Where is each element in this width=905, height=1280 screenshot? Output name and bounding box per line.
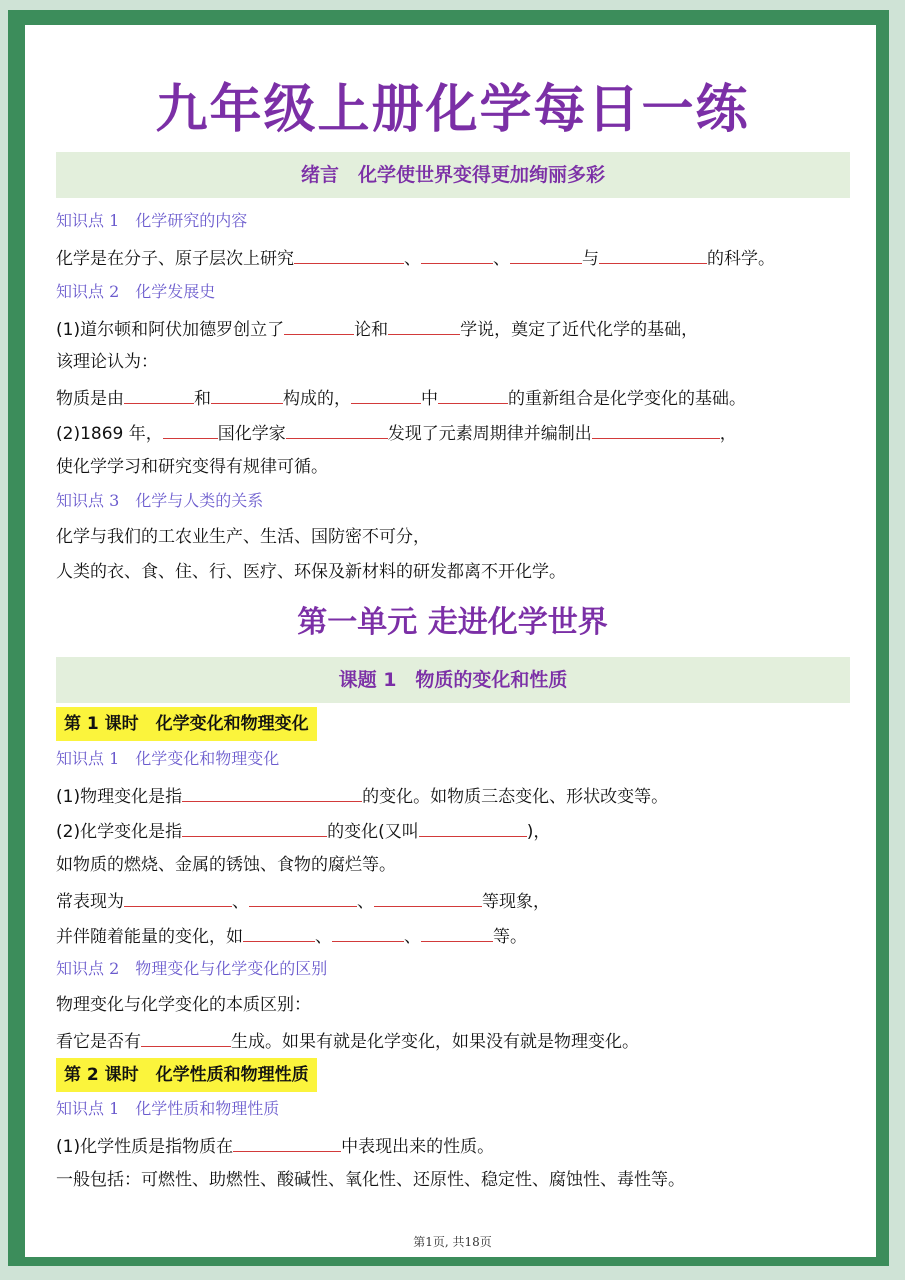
kp1-heading: 知识点 1 化学研究的内容	[56, 211, 248, 230]
kp2-line-5: 使化学学习和研究变得有规律可循。	[56, 457, 328, 477]
fill-blank[interactable]	[351, 385, 421, 404]
fill-blank[interactable]	[141, 1028, 231, 1047]
fill-blank[interactable]	[419, 818, 527, 837]
unit-title: 第一单元 走进化学世界	[297, 605, 608, 640]
fill-blank[interactable]	[286, 420, 388, 439]
fill-blank[interactable]	[332, 923, 404, 942]
lesson1-kp2-line-1: 物理变化与化学变化的本质区别：	[56, 995, 311, 1015]
page-title: 九年级上册化学每日一练	[155, 80, 750, 140]
fill-blank[interactable]	[592, 420, 720, 439]
fill-blank[interactable]	[249, 888, 357, 907]
lesson-1-label: 第 1 课时 化学变化和物理变化	[56, 707, 317, 741]
lesson2-kp1-line-1: (1)化学性质是指物质在 中表现出来的性质。	[56, 1133, 494, 1159]
kp2-line-2: 该理论认为：	[56, 352, 158, 372]
lesson2-kp1-line-2: 一般包括：可燃性、助燃性、酸碱性、氧化性、还原性、稳定性、腐蚀性、毒性等。	[56, 1170, 685, 1190]
fill-blank[interactable]	[233, 1133, 341, 1152]
fill-blank[interactable]	[374, 888, 482, 907]
fill-blank[interactable]	[510, 245, 582, 264]
fill-blank[interactable]	[388, 316, 460, 335]
fill-blank[interactable]	[599, 245, 707, 264]
fill-blank[interactable]	[124, 888, 232, 907]
fill-blank[interactable]	[284, 316, 354, 335]
kp2-heading: 知识点 2 化学发展史	[56, 282, 216, 301]
lesson1-kp1-line-2: (2)化学变化是指 的变化(又叫 )，	[56, 818, 550, 844]
lesson1-kp1-line-5: 并伴随着能量的变化，如 、 、 等。	[56, 923, 527, 949]
lesson2-kp1-heading: 知识点 1 化学性质和物理性质	[56, 1099, 280, 1118]
fill-blank[interactable]	[211, 385, 283, 404]
fill-blank[interactable]	[182, 783, 362, 802]
fill-blank[interactable]	[124, 385, 194, 404]
kp1-sentence: 化学是在分子、原子层次上研究 、 、 与 的科学。	[56, 245, 775, 271]
lesson-2-label: 第 2 课时 化学性质和物理性质	[56, 1058, 317, 1092]
fill-blank[interactable]	[163, 420, 218, 439]
lesson1-kp1-line-4: 常表现为 、 、 等现象，	[56, 888, 550, 914]
fill-blank[interactable]	[182, 818, 327, 837]
page-number: 第1页, 共18页	[413, 1235, 492, 1249]
fill-blank[interactable]	[421, 923, 493, 942]
fill-blank[interactable]	[438, 385, 508, 404]
fill-blank[interactable]	[294, 245, 404, 264]
lesson1-kp1-line-1: (1)物理变化是指 的变化。如物质三态变化、形状改变等。	[56, 783, 668, 809]
kp2-line-1: (1)道尔顿和阿伏加德罗创立了 论和 学说，奠定了近代化学的基础，	[56, 316, 698, 342]
kp3-heading: 知识点 3 化学与人类的关系	[56, 491, 264, 510]
kp2-line-3: 物质是由 和 构成的， 中 的重新组合是化学变化的基础。	[56, 385, 746, 411]
fill-blank[interactable]	[421, 245, 493, 264]
intro-section-band: 绪言 化学使世界变得更加绚丽多彩	[56, 152, 850, 198]
kp3-line-2: 人类的衣、食、住、行、医疗、环保及新材料的研发都离不开化学。	[56, 562, 566, 582]
topic-section-band: 课题 1 物质的变化和性质	[56, 657, 850, 703]
lesson1-kp1-heading: 知识点 1 化学变化和物理变化	[56, 749, 280, 768]
lesson1-kp2-heading: 知识点 2 物理变化与化学变化的区别	[56, 959, 328, 978]
kp3-line-1: 化学与我们的工农业生产、生活、国防密不可分，	[56, 527, 430, 547]
kp2-line-4: (2)1869 年， 国化学家 发现了元素周期律并编制出 ，	[56, 420, 737, 446]
fill-blank[interactable]	[243, 923, 315, 942]
lesson1-kp2-line-2: 看它是否有 生成。如果有就是化学变化，如果没有就是物理变化。	[56, 1028, 639, 1054]
lesson1-kp1-line-3: 如物质的燃烧、金属的锈蚀、食物的腐烂等。	[56, 855, 396, 875]
